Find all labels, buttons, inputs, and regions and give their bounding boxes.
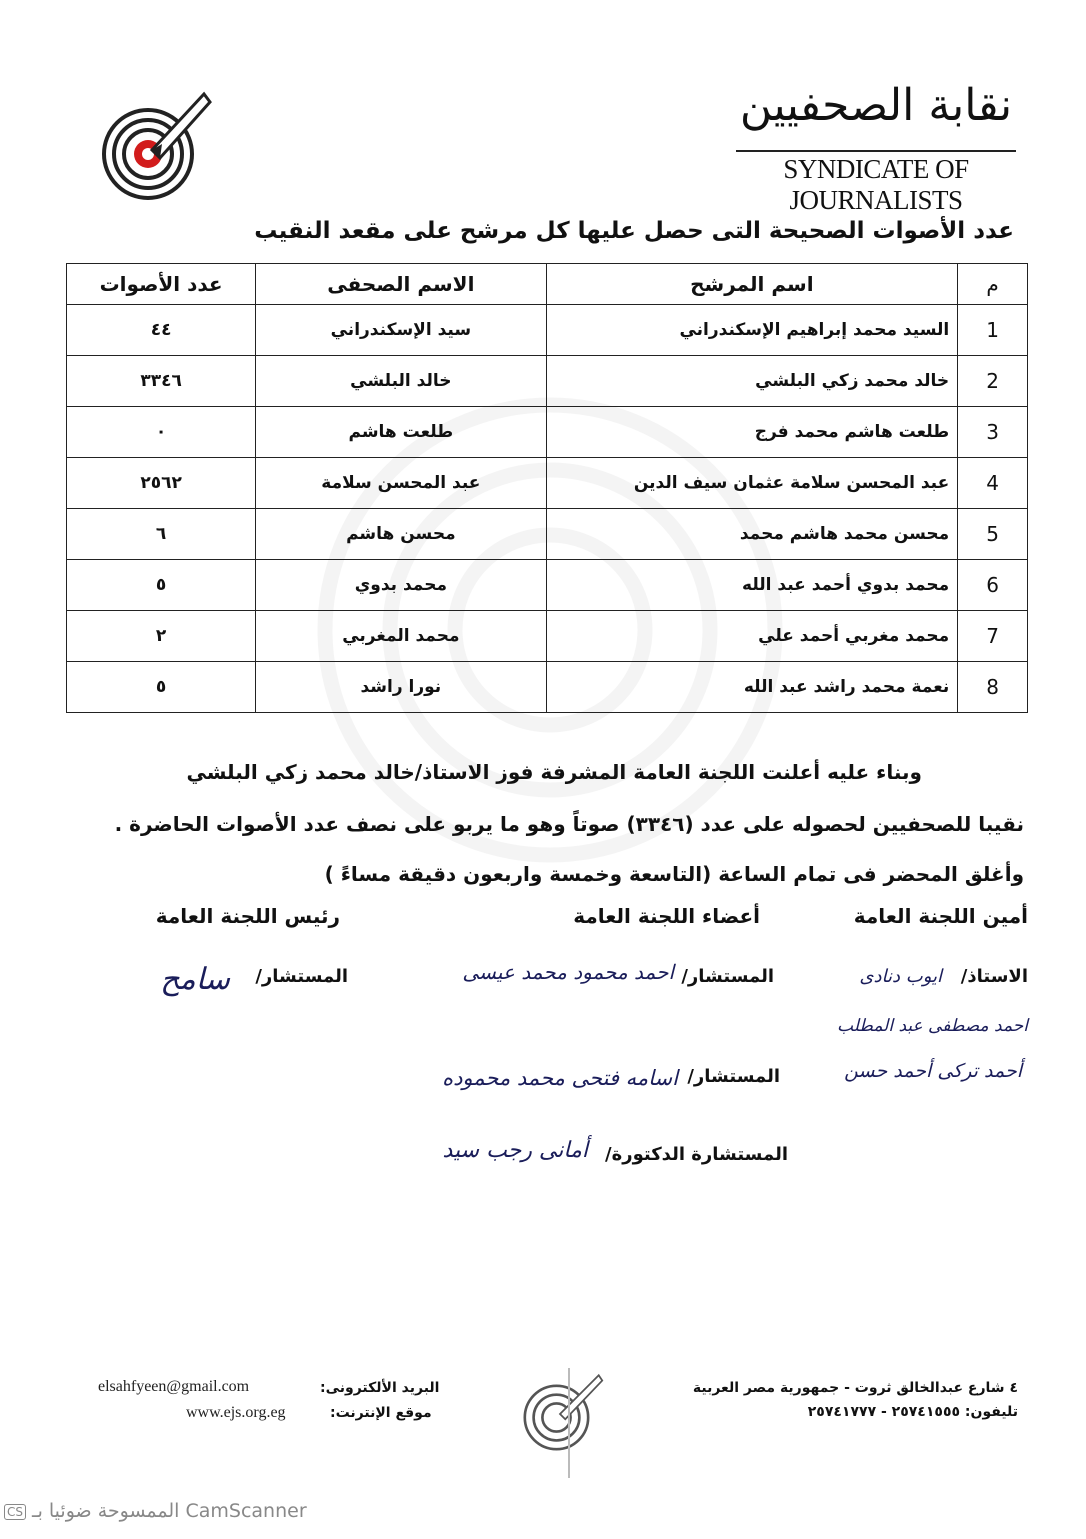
row-votes: ٤٤ xyxy=(67,305,256,356)
member1-prefix: المستشار/ xyxy=(681,966,774,987)
declaration-line-1: وبناء عليه أعلنت اللجنة العامة المشرفة فوز الاستاذ/خالد محمد زكي البلشي xyxy=(186,760,922,784)
row-press-name: طلعت هاشم xyxy=(256,407,546,458)
row-press-name: خالد البلشي xyxy=(256,356,546,407)
president-title: رئيس اللجنة العامة xyxy=(155,904,340,928)
row-candidate: عبد المحسن سلامة عثمان سيف الدين xyxy=(546,458,958,509)
footer-divider xyxy=(568,1368,570,1478)
members-title: أعضاء اللجنة العامة xyxy=(573,904,760,928)
row-votes: ٣٣٤٦ xyxy=(67,356,256,407)
table-row xyxy=(67,560,1028,611)
row-num: 1 xyxy=(958,305,1028,356)
row-num: 7 xyxy=(958,611,1028,662)
table-row xyxy=(67,509,1028,560)
row-votes: ٢٥٦٢ xyxy=(67,458,256,509)
header-num: م xyxy=(958,264,1028,305)
results-table xyxy=(66,263,1028,713)
table-row xyxy=(67,458,1028,509)
declaration-line-3: وأغلق المحضر فى تمام الساعة (التاسعة وخمسة واربعون دقيقة مساءً ) xyxy=(324,862,1024,886)
footer-address: ٤ شارع عبدالخالق ثروت - جمهورية مصر العربية xyxy=(692,1380,1018,1396)
row-votes: ٥ xyxy=(67,560,256,611)
camscanner-logo-icon: CS xyxy=(4,1504,26,1520)
president-signature: سامح xyxy=(160,962,230,997)
footer-emblem-icon xyxy=(516,1370,604,1458)
row-votes: ٠ xyxy=(67,407,256,458)
syndicate-emblem-icon xyxy=(92,88,212,208)
row-candidate: خالد محمد زكي البلشي xyxy=(546,356,958,407)
intro-heading: عدد الأصوات الصحيحة التى حصل عليها كل مرشح على مقعد النقيب xyxy=(254,218,1014,244)
row-num: 5 xyxy=(958,509,1028,560)
table-header-row xyxy=(67,264,1028,305)
header-votes: عدد الأصوات xyxy=(67,264,256,305)
row-candidate: نعمة محمد راشد عبد الله xyxy=(546,662,958,713)
table-row xyxy=(67,611,1028,662)
row-num: 6 xyxy=(958,560,1028,611)
table-row xyxy=(67,356,1028,407)
row-num: 2 xyxy=(958,356,1028,407)
member1-signature: احمد محمود محمد عيسى xyxy=(462,960,674,984)
row-press-name: نورا راشد xyxy=(256,662,546,713)
row-votes: ٦ xyxy=(67,509,256,560)
member2-signature: اسامه فتحى محمد محموده xyxy=(442,1066,678,1090)
member3-prefix: المستشارة الدكتورة/ xyxy=(605,1144,788,1165)
member2-prefix: المستشار/ xyxy=(687,1066,780,1087)
row-votes: ٢ xyxy=(67,611,256,662)
syndicate-arabic-name: نقابة الصحفيين xyxy=(739,80,1013,131)
secretary-signature: ايوب دنادى xyxy=(859,966,942,987)
row-press-name: محمد بدوي xyxy=(256,560,546,611)
president-prefix: المستشار/ xyxy=(255,966,348,987)
extra-signature-1: احمد مصطفى عبد المطلب xyxy=(837,1016,1028,1036)
table-row xyxy=(67,305,1028,356)
secretary-title: أمين اللجنة العامة xyxy=(853,904,1028,928)
header-candidate: اسم المرشح xyxy=(546,264,958,305)
declaration-line-2: نقيبا للصحفيين لحصوله على عدد (٣٣٤٦) صوتاً وهو ما يربو على نصف عدد الأصوات الحاضرة . xyxy=(114,812,1024,836)
extra-signature-2: أحمد تركى أحمد حسن xyxy=(844,1060,1022,1082)
row-num: 4 xyxy=(958,458,1028,509)
row-num: 8 xyxy=(958,662,1028,713)
footer-email[interactable]: elsahfyeen@gmail.com xyxy=(98,1378,250,1395)
row-candidate: محمد مغربي أحمد علي xyxy=(546,611,958,662)
member3-signature: أمانى رجب سيد xyxy=(442,1138,588,1163)
table-row xyxy=(67,662,1028,713)
table-row xyxy=(67,407,1028,458)
footer-email-label: البريد الألكترونى: xyxy=(320,1380,440,1396)
camscanner-text: الممسوحة ضوئيا بـ CamScanner xyxy=(32,1500,307,1522)
row-press-name: سيد الإسكندراني xyxy=(256,305,546,356)
row-candidate: السيد محمد إبراهيم الإسكندراني xyxy=(546,305,958,356)
header-press-name: الاسم الصحفى xyxy=(256,264,546,305)
row-press-name: محمد المغربي xyxy=(256,611,546,662)
row-candidate: طلعت هاشم محمد فرج xyxy=(546,407,958,458)
camscanner-watermark xyxy=(4,1500,307,1522)
row-num: 3 xyxy=(958,407,1028,458)
row-press-name: محسن هاشم xyxy=(256,509,546,560)
row-candidate: محسن محمد هاشم محمد xyxy=(546,509,958,560)
footer-website[interactable]: www.ejs.org.eg xyxy=(186,1404,286,1421)
secretary-prefix: الاستاذ/ xyxy=(960,966,1028,987)
row-press-name: عبد المحسن سلامة xyxy=(256,458,546,509)
syndicate-english-name: SYNDICATE OF JOURNALISTS xyxy=(736,150,1016,216)
row-candidate: محمد بدوي أحمد عبد الله xyxy=(546,560,958,611)
row-votes: ٥ xyxy=(67,662,256,713)
footer-web-label: موقع الإنترنت: xyxy=(330,1405,432,1421)
footer-phone: تليفون: ٢٥٧٤١٥٥٥ - ٢٥٧٤١٧٧٧ xyxy=(807,1404,1018,1420)
